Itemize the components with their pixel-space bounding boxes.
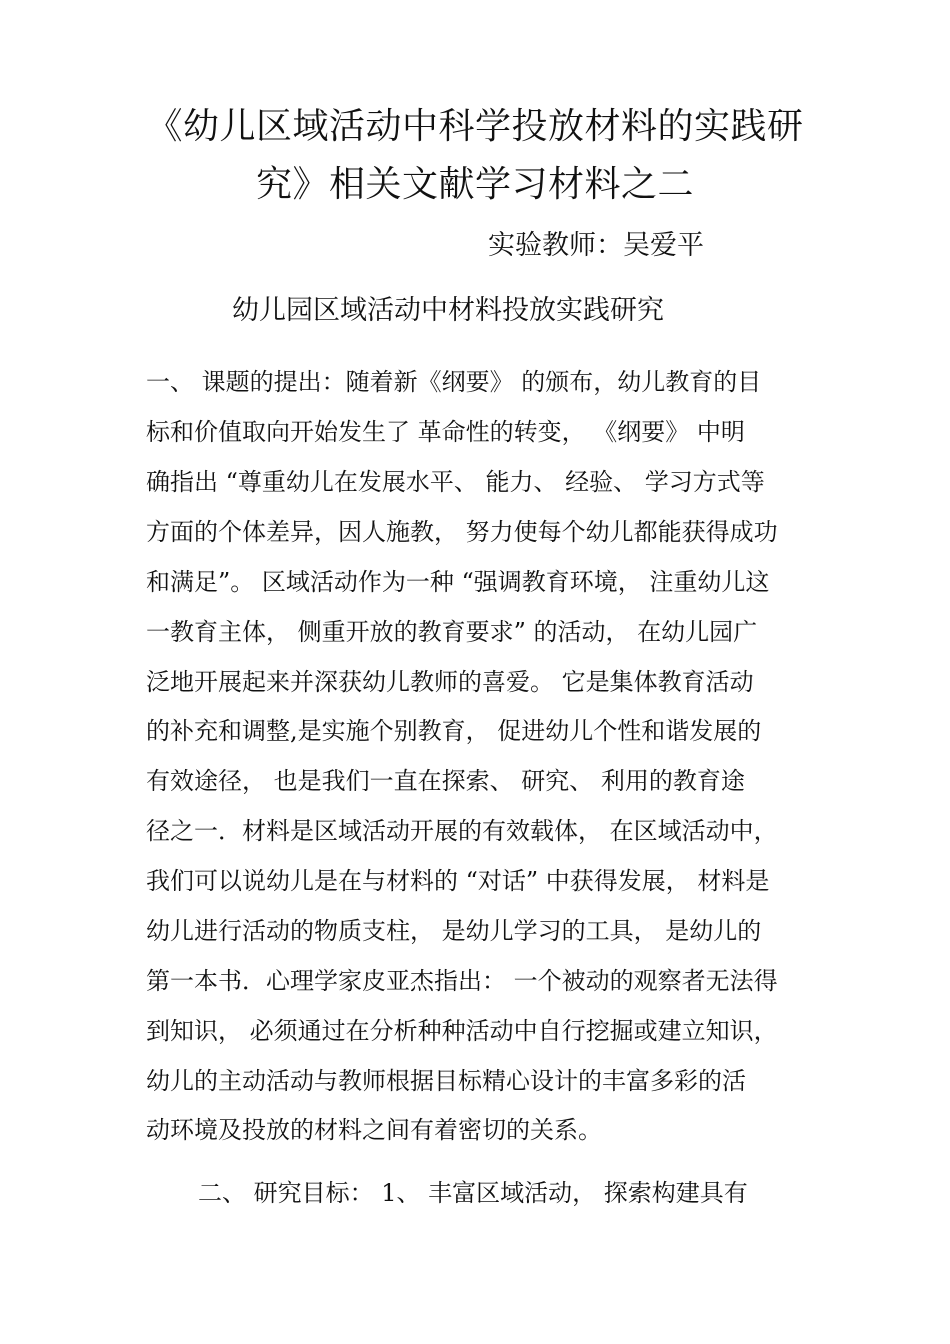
paragraph-line: 幼儿的主动活动与教师根据目标精心设计的丰富多彩的活 <box>146 1067 746 1095</box>
paragraph-line: 和满足”。 区域活动作为一种 “强调教育环境， 注重幼儿这 <box>146 568 770 596</box>
paragraph-line: 泛地开展起来并深获幼儿教师的喜爱。 它是集体教育活动 <box>146 668 754 696</box>
title-line-1: 《幼儿区域活动中科学投放材料的实践研 <box>146 106 804 147</box>
paragraph-line: 第一本书．心理学家皮亚杰指出： 一个被动的观察者无法得 <box>146 967 778 995</box>
paragraph-line: 一、 课题的提出：随着新《纲要》 的颁布，幼儿教育的目 <box>146 368 762 396</box>
section-heading: 幼儿园区域活动中材料投放实践研究 <box>232 295 664 326</box>
paragraph-line: 的补充和调整,是实施个别教育， 促进幼儿个性和谐发展的 <box>146 717 762 745</box>
paragraph-line: 一教育主体， 侧重开放的教育要求” 的活动， 在幼儿园广 <box>146 618 758 646</box>
section-2-first-line: 二、 研究目标： 1、 丰富区域活动， 探索构建具有 <box>198 1179 748 1207</box>
paragraph-line: 有效途径， 也是我们一直在探索、 研究、 利用的教育途 <box>146 767 745 795</box>
paragraph-line: 我们可以说幼儿是在与材料的 “对话” 中获得发展， 材料是 <box>146 867 770 895</box>
paragraph-line: 确指出 “尊重幼儿在发展水平、 能力、 经验、 学习方式等 <box>146 468 765 496</box>
paragraph-line: 到知识， 必须通过在分析种种活动中自行挖掘或建立知识， <box>146 1017 778 1045</box>
paragraph-line: 幼儿进行活动的物质支柱， 是幼儿学习的工具， 是幼儿的 <box>146 917 762 945</box>
paragraph-line: 标和价值取向开始发生了 革命性的转变， 《纲要》 中明 <box>146 418 745 446</box>
document-title <box>100 98 850 214</box>
paragraph-line: 动环境及投放的材料之间有着密切的关系。 <box>146 1116 602 1144</box>
paragraph-line: 方面的个体差异，因人施教， 努力使每个幼儿都能获得成功 <box>146 518 778 546</box>
title-line-2: 究》相关文献学习材料之二 <box>255 164 694 205</box>
author-line: 实验教师：吴爱平 <box>488 230 704 261</box>
paragraph-line: 径之一．材料是区域活动开展的有效载体， 在区域活动中， <box>146 817 778 845</box>
